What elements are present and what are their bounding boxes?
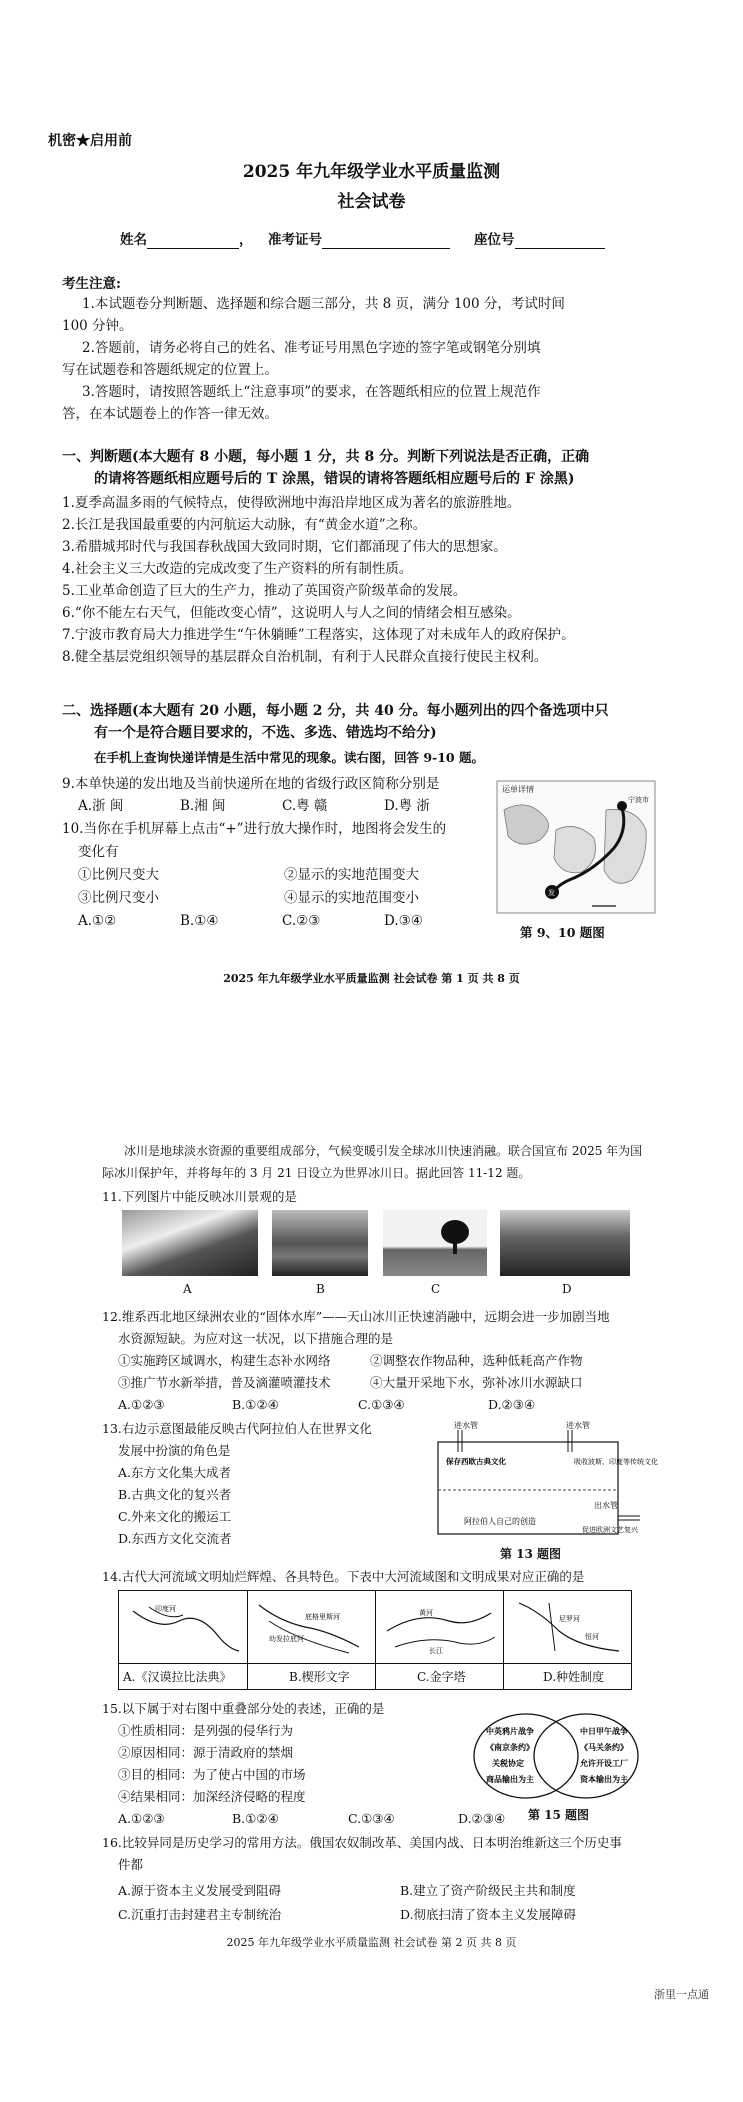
q15-item: ③目的相同：为了使占中国的市场: [118, 1767, 306, 1782]
intro-11-12: 冰川是地球淡水资源的重要组成部分，气候变暖引发全球冰川快速消融。联合国宣布 2025 年为国: [124, 1144, 643, 1158]
q14-option-a: A.《汉谟拉比法典》: [123, 1670, 232, 1684]
q13-stem-cont: 发展中扮演的角色是: [118, 1443, 231, 1458]
notice-line: 2.答题前，请务必将自己的姓名、准考证号用黑色字迹的签字笔或钢笔分别填: [82, 340, 541, 356]
q14-option-c: C.金字塔: [417, 1670, 466, 1684]
venn-left-1: 中英鸦片战争: [486, 1727, 534, 1736]
q15-option-c: C.①③④: [348, 1811, 395, 1826]
exam-page-2: [0, 1090, 743, 2102]
venn-left-3: 关税协定: [492, 1759, 524, 1768]
q9-option-a: A.浙 闽: [78, 798, 124, 814]
map-caption: 第 9、10 题图: [520, 925, 605, 940]
river-label-tigris: 底格里斯河: [305, 1613, 340, 1621]
watermark-text: 浙里一点通: [654, 1988, 709, 2001]
venn-right-3: 允许开设工厂: [580, 1759, 628, 1768]
section1-header-cont: 的请将答题纸相应题号后的 T 涂黑，错误的请将答题纸相应题号后的 F 涂黑): [94, 471, 575, 487]
destination-marker: [617, 801, 627, 811]
fig15-caption: 第 15 题图: [528, 1808, 590, 1822]
delivery-map-svg: [496, 780, 656, 914]
photo-c-grassland: [383, 1210, 487, 1276]
photo-label-b: B: [316, 1282, 325, 1296]
venn-left-4: 商品输出为主: [486, 1775, 534, 1784]
photo-label-a: A: [183, 1282, 192, 1296]
q14-stem: 14.古代大河流域文明灿烂辉煌、各具特色。下表中大河流域图和文明成果对应正确的是: [102, 1569, 585, 1584]
river-label-indus: 印度河: [155, 1605, 176, 1613]
q12-item: ②调整农作物品种，选种低耗高产作物: [370, 1353, 583, 1368]
confidential-mark: 机密★启用前: [48, 133, 132, 149]
river-label-yangtze: 长江: [429, 1647, 443, 1655]
notice-line: 写在试题卷和答题纸规定的位置上。: [62, 362, 278, 378]
photo-d-crowd: [500, 1210, 630, 1276]
fig13-tank-label: 阿拉伯人自己的创造: [464, 1517, 536, 1526]
photo-a-glacier: [122, 1210, 258, 1276]
notice-line: 1.本试题卷分判断题、选择题和综合题三部分，共 8 页，满分 100 分，考试时间: [82, 296, 565, 312]
q14-table: [118, 1590, 632, 1690]
name-label: 姓名: [120, 232, 147, 248]
fig13-svg: [418, 1420, 658, 1540]
fig13-out-label: 促进欧洲文艺复兴: [582, 1526, 638, 1534]
judgment-item: 3.希腊城邦时代与我国春秋战国大致同时期，它们都涌现了伟大的思想家。: [62, 539, 507, 555]
fig13-tank-diagram: [418, 1420, 658, 1540]
river-label-euphrates: 幼发拉底河: [269, 1635, 304, 1643]
page2-footer: 2025 年九年级学业水平质量监测 社会试卷 第 2 页 共 8 页: [226, 1936, 517, 1949]
venn-right-4: 资本输出为主: [580, 1775, 628, 1784]
q10-option-a: A.①②: [78, 913, 117, 929]
venn-left-2: 《南京条约》: [486, 1743, 534, 1752]
q13-stem: 13.右边示意图最能反映古代阿拉伯人在世界文化: [102, 1421, 372, 1436]
exam-number-field[interactable]: [268, 231, 450, 249]
exam-subtitle: 社会试卷: [337, 192, 406, 212]
q16-stem: 16.比较异同是历史学习的常用方法。俄国农奴制改革、美国内战、日本明治维新这三个历史事: [102, 1835, 622, 1850]
river-label-nile: 尼罗河: [559, 1615, 580, 1623]
q9-option-d: D.粤 浙: [384, 798, 430, 814]
judgment-item: 2.长江是我国最重要的内河航运大动脉，有“黄金水道”之称。: [62, 517, 427, 533]
map-origin-label: 发: [548, 889, 555, 897]
map-header-title: 运单详情: [502, 785, 534, 794]
q12-stem: 12.维系西北地区绿洲农业的“固体水库”——天山冰川正快速消融中，远期会进一步加剧当地: [102, 1309, 610, 1324]
q9-stem: 9.本单快递的发出地及当前快递所在地的省级行政区简称分别是: [62, 776, 440, 792]
fig13-in-pipe-right: 进水管: [566, 1421, 590, 1430]
q9-option-b: B.湘 闽: [180, 798, 226, 814]
exam-number-label: 准考证号: [268, 232, 322, 248]
q13-option-c: C.外来文化的搬运工: [118, 1509, 232, 1524]
q16-option-a: A.源于资本主义发展受到阻碍: [118, 1883, 282, 1898]
notice-line: 答，在本试题卷上的作答一律无效。: [62, 406, 278, 422]
river-label-ganges: 恒河: [585, 1633, 599, 1641]
q15-option-a: A.①②③: [118, 1811, 165, 1826]
seat-number-label: 座位号: [474, 232, 515, 248]
exam-title: 2025 年九年级学业水平质量监测: [242, 162, 501, 182]
q10-stem-cont: 变化有: [78, 844, 119, 860]
q11-stem: 11.下列图片中能反映冰川景观的是: [102, 1189, 297, 1204]
name-field[interactable]: 姓名 ，: [120, 232, 253, 248]
q10-item: ③比例尺变小: [78, 890, 159, 906]
judgment-item: 7.宁波市教育局大力推进学生“午休躺睡”工程落实，这体现了对未成年人的政府保护。: [62, 627, 575, 643]
photo-b-city-water: [272, 1210, 368, 1276]
venn-right-2: 《马关条约》: [580, 1743, 628, 1752]
notice-line: 100 分钟。: [62, 318, 133, 334]
q16-stem-cont: 件都: [118, 1857, 144, 1872]
q13-option-a: A.东方文化集大成者: [118, 1465, 232, 1480]
section2-header-cont: 有一个是符合题目要求的，不选、多选、错选均不给分): [94, 725, 437, 741]
q12-item: ③推广节水新举措，普及滴灌喷灌技术: [118, 1375, 331, 1390]
judgment-item: 5.工业革命创造了巨大的生产力，推动了英国资产阶级革命的发展。: [62, 583, 467, 599]
q10-option-b: B.①④: [180, 913, 219, 929]
notice-title: 考生注意:: [62, 276, 121, 292]
section1-header: 一、判断题(本大题有 8 小题，每小题 1 分，共 8 分。判断下列说法是否正确，正确: [62, 449, 590, 465]
q14-river-maps: [119, 1591, 631, 1663]
q15-option-b: B.①②④: [232, 1811, 279, 1826]
section2-header: 二、选择题(本大题有 20 小题，每小题 2 分，共 40 分。每小题列出的四个备选项中只: [62, 703, 609, 719]
judgment-item: 4.社会主义三大改造的完成改变了生产资料的所有制性质。: [62, 561, 413, 577]
map-city-label: 宁波市: [628, 796, 649, 804]
fig13-in-pipe-left: 进水管: [454, 1421, 478, 1430]
delivery-map-figure: [496, 780, 656, 914]
fig15-venn-diagram: [470, 1710, 642, 1802]
fig13-out-pipe: 出水管: [594, 1501, 618, 1510]
q10-item: ①比例尺变大: [78, 867, 159, 883]
q16-option-c: C.沉重打击封建君主专制统治: [118, 1907, 282, 1922]
q13-option-b: B.古典文化的复兴者: [118, 1487, 232, 1502]
q15-item: ④结果相同：加深经济侵略的程度: [118, 1789, 306, 1804]
q12-option-d: D.②③④: [488, 1397, 536, 1412]
q15-item: ②原因相同：源于清政府的禁烟: [118, 1745, 294, 1760]
judgment-item: 6.“你不能左右天气，但能改变心情”，这说明人与人之间的情绪会相互感染。: [62, 605, 521, 621]
fig15-svg: [470, 1710, 642, 1802]
q16-option-b: B.建立了资产阶级民主共和制度: [400, 1883, 576, 1898]
judgment-item: 1.夏季高温多雨的气候特点，使得欧洲地中海沿岸地区成为著名的旅游胜地。: [62, 495, 521, 511]
venn-right-1: 中日甲午战争: [580, 1727, 628, 1736]
q12-option-a: A.①②③: [118, 1397, 165, 1412]
q12-option-b: B.①②④: [232, 1397, 279, 1412]
judgment-item: 8.健全基层党组织领导的基层群众自治机制，有利于人民群众直接行使民主权利。: [62, 649, 548, 665]
q14-option-b: B.楔形文字: [289, 1670, 350, 1684]
q10-option-c: C.②③: [282, 913, 321, 929]
q16-option-d: D.彻底扫清了资本主义发展障碍: [400, 1907, 577, 1922]
q15-item: ①性质相同：是列强的侵华行为: [118, 1723, 294, 1738]
q15-stem: 15.以下属于对右图中重叠部分处的表述，正确的是: [102, 1701, 385, 1716]
q10-item: ②显示的实地范围变大: [284, 867, 419, 883]
q14-option-d: D.种姓制度: [543, 1670, 605, 1684]
q15-option-d: D.②③④: [458, 1811, 506, 1826]
q13-option-d: D.东西方文化交流者: [118, 1531, 232, 1546]
q12-option-c: C.①③④: [358, 1397, 405, 1412]
q10-item: ④显示的实地范围变小: [284, 890, 419, 906]
q10-stem: 10.当你在手机屏幕上点击“+”进行放大操作时，地图将会发生的: [62, 821, 447, 837]
intro-9-10: 在手机上查询快递详情是生活中常见的现象。读右图，回答 9-10 题。: [94, 750, 484, 765]
notice-line: 3.答题时，请按照答题纸上“注意事项”的要求，在答题纸相应的位置上规范作: [82, 384, 541, 400]
photo-label-c: C: [431, 1282, 441, 1296]
q12-item: ①实施跨区域调水，构建生态补水网络: [118, 1353, 331, 1368]
seat-number-field[interactable]: [474, 231, 605, 249]
fig13-left-label: 保存西欧古典文化: [446, 1457, 506, 1466]
fig13-right-label: 吸收波斯、印度等传统文化: [574, 1458, 658, 1466]
q9-option-c: C.粤 赣: [282, 798, 328, 814]
q12-item: ④大量开采地下水，弥补冰川水源缺口: [370, 1375, 583, 1390]
page1-footer: 2025 年九年级学业水平质量监测 社会试卷 第 1 页 共 8 页: [223, 972, 520, 985]
intro-11-12-cont: 际冰川保护年，并将每年的 3 月 21 日设立为世界冰川日。据此回答 11-12 题。: [102, 1166, 531, 1180]
river-label-yellow: 黄河: [419, 1609, 433, 1617]
q10-option-d: D.③④: [384, 913, 423, 929]
fig13-caption: 第 13 题图: [500, 1547, 562, 1561]
q12-stem-cont: 水资源短缺。为应对这一状况，以下措施合理的是: [118, 1331, 394, 1346]
photo-label-d: D: [562, 1282, 572, 1296]
